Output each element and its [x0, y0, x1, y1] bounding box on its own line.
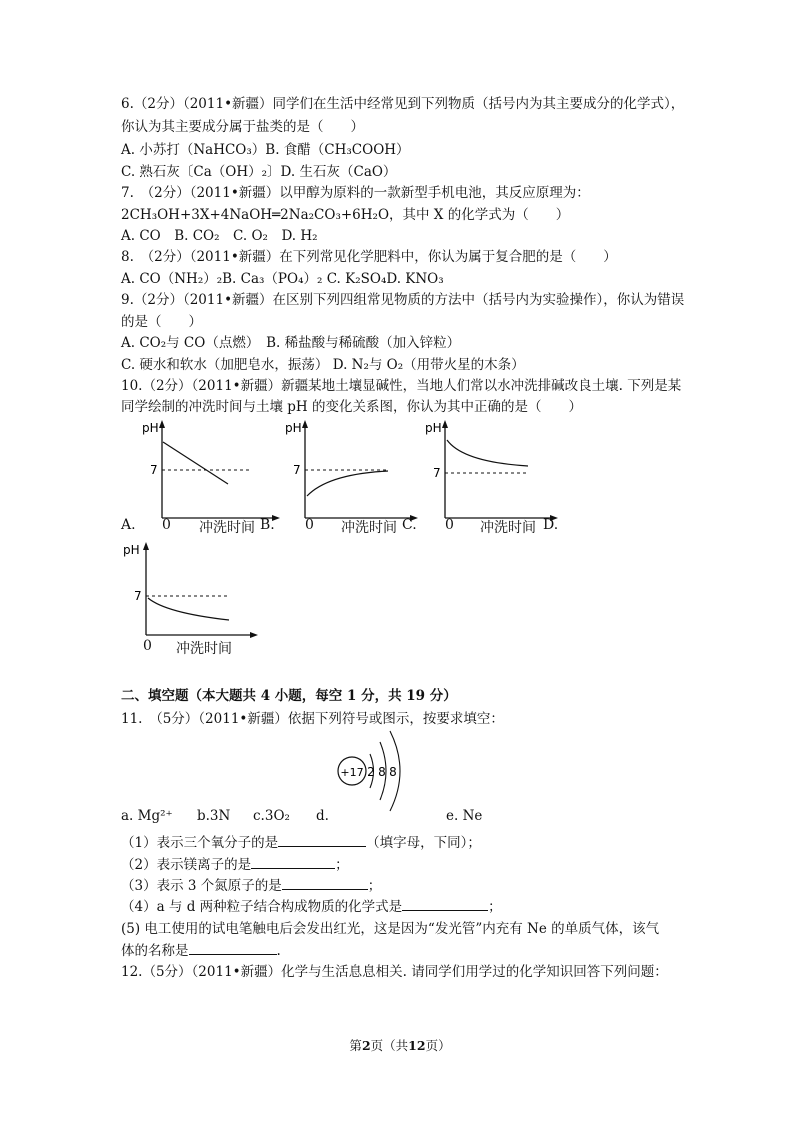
q11-sub3-text: （3）表示 3 个氮原子的是: [121, 878, 282, 894]
graph-c-origin: 0: [445, 517, 454, 533]
footer-total-pages: 12: [408, 1038, 426, 1053]
graph-c-curve: [447, 440, 528, 466]
q11-sub5-line1: (5) 电工使用的试电笔触电后会发出红光，这是因为“发光管”内充有 Ne 的单质气体，该气: [121, 921, 660, 937]
graph-c-xlabel: 冲洗时间: [480, 520, 536, 536]
graph-d-x-arrow: [250, 632, 258, 638]
q8-options: A. CO（NH₂）₂B. Ca₃（PO₄）₂ C. K₂SO₄D. KNO₃: [121, 271, 444, 287]
q8-stem: 8. （2分）（2011•新疆）在下列常见化学肥料中，你认为属于复合肥的是（ ）: [121, 249, 617, 265]
graph-c-ref-label: 7: [433, 466, 441, 480]
graph-c-option-label: C.: [402, 517, 417, 533]
symbol-a: a. Mg²⁺: [121, 808, 173, 824]
graph-a-curve: [163, 442, 228, 484]
graph-a-xlabel: 冲洗时间: [199, 520, 255, 536]
q6-options-ab: A. 小苏打（NaHCO₃）B. 食醋（CH₃COOH）: [121, 142, 410, 158]
q11-sub4: [121, 898, 502, 916]
graph-b-origin: 0: [305, 517, 314, 533]
q7-stem: 7. （2分）（2011•新疆）以甲醇为原料的一款新型手机电池，其反应原理为：: [121, 185, 590, 201]
graph-b-y-arrow: [302, 420, 308, 428]
q11-sub3: [121, 877, 381, 895]
graph-d-y-arrow: [143, 542, 149, 550]
graph-d-ylabel: pH: [123, 543, 140, 557]
q11-sub5-line2: [121, 942, 281, 960]
symbol-b: b.3N: [197, 808, 231, 824]
graph-b-option-label: B.: [260, 517, 275, 533]
footer-pre: 第: [349, 1038, 362, 1053]
q11-sub2-text: （2）表示镁离子的是: [121, 857, 252, 873]
graph-a-ref-label: 7: [150, 463, 158, 477]
q11-sub4-semicolon: ；: [488, 899, 502, 915]
q11-sub1-text: （1）表示三个氧分子的是: [121, 835, 279, 851]
symbol-d: d.: [316, 808, 329, 824]
symbol-e: e. Ne: [446, 808, 483, 824]
q6-stem-line1: 6.（2分）（2011•新疆）同学们在生活中经常见到下列物质（括号内为其主要成分的化学式），: [121, 96, 685, 112]
graph-c-y-arrow: [442, 420, 448, 428]
q11-sub2-semicolon: ；: [335, 857, 349, 873]
q6-options-cd: C. 熟石灰〔Ca（OH）₂〕D. 生石灰（CaO）: [121, 164, 397, 180]
q11-sub4-text: （4）a 与 d 两种粒子结合构成物质的化学式是: [121, 899, 403, 915]
q10-stem-line2: 同学绘制的冲洗时间与土壤 pH 的变化关系图，你认为其中正确的是（ ）: [121, 399, 582, 415]
shell-2-electrons: 8: [378, 765, 386, 779]
q11-sub2: [121, 856, 349, 874]
graph-d-option-label: D.: [543, 517, 559, 533]
q7-options: A. CO B. CO₂ C. O₂ D. H₂: [121, 228, 318, 244]
graph-a-ylabel: pH: [142, 421, 159, 435]
section2-heading: 二、填空题（本大题共 4 小题，每空 1 分，共 19 分）: [121, 688, 457, 704]
nucleus-charge: +17: [340, 766, 364, 779]
q11-sub5-period: .: [276, 943, 281, 959]
graph-b-ylabel: pH: [285, 421, 302, 435]
q11-sub3-semicolon: ；: [367, 878, 382, 894]
q10-stem-line1: 10.（2分）（2011•新疆）新疆某地土壤显碱性，当地人们常以水冲洗排碱改良土壤. 下列是某: [121, 378, 682, 394]
symbol-c: c.3O₂: [253, 808, 290, 824]
q9-options-ab: A. CO₂与 CO（点燃） B. 稀盐酸与稀硫酸（加入锌粒）: [121, 335, 461, 351]
shell-1-electrons: 2: [367, 765, 375, 779]
q11-sub1: [121, 834, 481, 852]
shell-3-electrons: 8: [389, 765, 397, 779]
q9-options-cd: C. 硬水和软水（加肥皂水，振荡） D. N₂与 O₂（用带火星的木条）: [121, 357, 525, 373]
graph-b-curve: [307, 471, 388, 496]
footer-mid: 页（共: [370, 1038, 409, 1053]
footer-post: 页）: [425, 1038, 451, 1053]
graph-a-y-arrow: [159, 420, 165, 428]
graph-a-origin: 0: [162, 517, 171, 533]
graph-d-curve: [148, 598, 229, 620]
q12-stem: 12.（5分）（2011•新疆）化学与生活息息相关. 请同学们用学过的化学知识回答下列问题：: [121, 964, 668, 980]
graph-c-ylabel: pH: [425, 421, 442, 435]
graph-d-xlabel: 冲洗时间: [176, 641, 232, 657]
footer-page-number: 2: [361, 1038, 371, 1053]
q11-sub5-blank[interactable]: [189, 942, 277, 955]
q11-stem: 11. （5分）（2011•新疆）依据下列符号或图示，按要求填空：: [121, 711, 504, 727]
q11-sub2-blank[interactable]: [251, 856, 335, 869]
graph-a-option-label: A.: [121, 517, 136, 533]
q7-equation: 2CH₃OH+3X+4NaOH═2Na₂CO₃+6H₂O，其中 X 的化学式为（ ）: [121, 207, 570, 223]
q9-stem-line2: 的是（ ）: [121, 314, 202, 330]
graph-d-ref-label: 7: [134, 589, 142, 603]
q11-sub1-blank[interactable]: [278, 834, 366, 847]
graph-b-ref-label: 7: [293, 463, 301, 477]
q11-sub4-blank[interactable]: [402, 898, 488, 911]
q9-stem-line1: 9.（2分）（2011•新疆）在区别下列四组常见物质的方法中（括号内为实验操作），你认为错误: [121, 292, 685, 308]
graph-b-xlabel: 冲洗时间: [341, 520, 397, 536]
page-footer: [0, 1036, 800, 1054]
q11-sub5-text: 体的名称是: [121, 943, 189, 959]
q11-sub1-note: （填字母，下同）；: [366, 835, 481, 851]
graph-d-origin: 0: [143, 638, 152, 654]
q11-sub3-blank[interactable]: [282, 877, 368, 890]
q6-stem-line2: 你认为其主要成分属于盐类的是（ ）: [121, 119, 364, 135]
chlorine-atom-diagram: [330, 726, 420, 816]
